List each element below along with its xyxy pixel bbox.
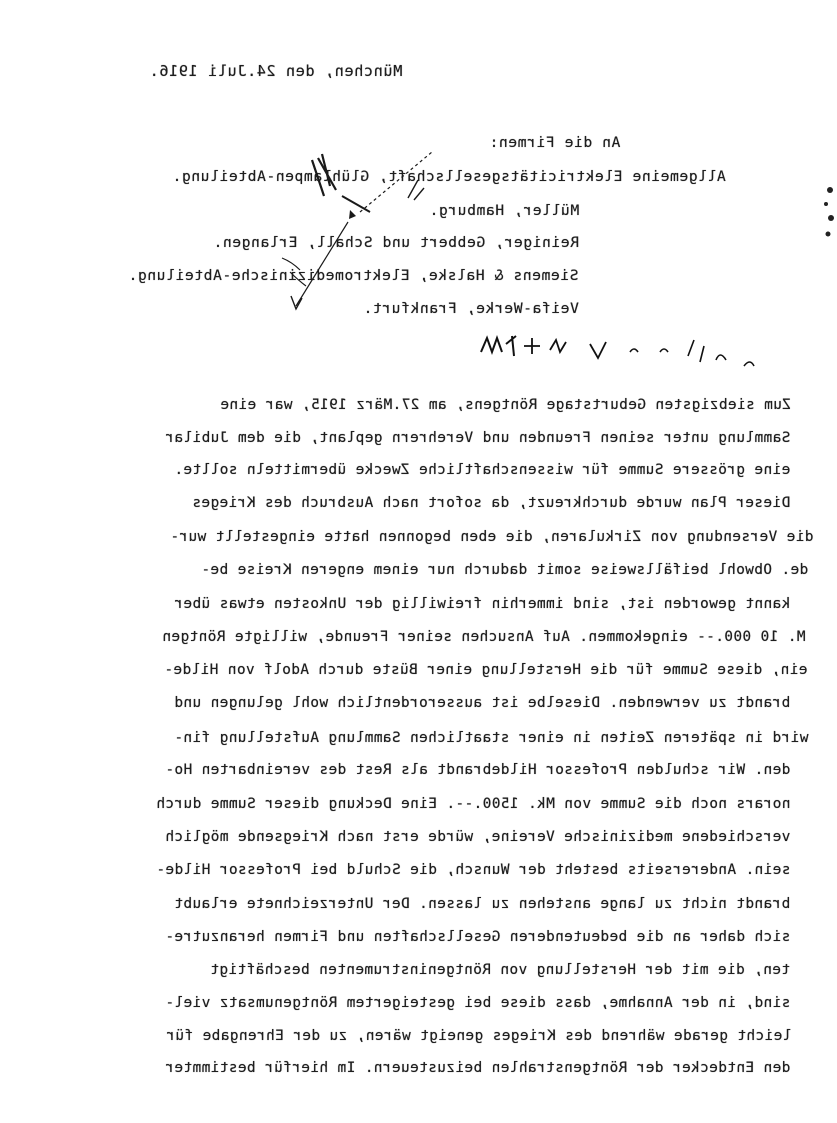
body-line: M. 10 000.-- eingekommen. Auf Ansuchen seiner Freunde, willigte Röntgen: [162, 629, 806, 645]
body-line: wird in späteren Zeiten in einer staatlichen Sammlung Aufstellung fin-: [173, 730, 808, 746]
body-line: kannt geworden ist, sind immerhin freiwillig der Unkosten etwas über: [173, 596, 790, 612]
edge-stain: [824, 187, 834, 237]
recipient-4: Siemens & Halske, Elektromedizinische-Abteilung.: [128, 267, 579, 284]
body-line: eine grössere Summe für wissenschaftliche Zwecke übermitteln sollte.: [173, 462, 790, 478]
recipient-1: Allgemeine Elektricitätsgesellschaft, Glühlampen-Abteilung.: [172, 168, 726, 185]
body-line: ten, die mit der Herstellung von Röntgeninstrumenten beschäftigt: [209, 962, 790, 978]
recipient-2: Müller, Hamburg.: [428, 202, 579, 219]
body-line: norars noch die Summe von Mk. 1500.--. Eine Deckung dieser Summe durch: [155, 796, 790, 812]
body-line: brandt zu verwenden. Dieselbe ist ausserordentlich wohl gelungen und: [173, 695, 790, 711]
body-line: sind, in der Annahme, dass diese bei gesteigertem Röntgenumsatz viel-: [164, 995, 790, 1011]
body-line: den Entdecker der Röntgenstrahlen beizusteuern. Im hierfür bestimmter: [164, 1060, 790, 1076]
recipient-3: Reiniger, Gebbert und Schall, Erlangen.: [212, 234, 579, 251]
handwritten-note: [481, 336, 754, 366]
body-line: verschiedene medizinische Vereine, würde erst nach Kriegsende möglich: [164, 829, 790, 845]
body-line: Dieser Plan wurde durchkreuzt, da sofort nach Ausbruch des Krieges: [191, 495, 790, 511]
body-line: Zum siebzigsten Geburtstage Röntgens, am 27.März 1915, war eine: [219, 397, 791, 413]
body-line: die Versendung von Zirkularen, die eben begonnen hatte eingestellt wur-: [170, 529, 814, 545]
body-line: brandt nicht zu lange anstehen zu lassen. Der Unterzeichnete erlaubt: [173, 896, 790, 912]
body-line: sich daher an die bedeutenderen Gesellschaften und Firmen heranzutre-: [164, 929, 790, 945]
body-line: leicht gerade während des Krieges geneigt wären, zu der Ehrengabe für: [165, 1028, 791, 1044]
body-line: ein, diese Summe für die Herstellung einer Büste durch Adolf von Hilde-: [164, 662, 808, 678]
recipient-5: Veifa-Werke, Frankfurt.: [363, 300, 579, 317]
body-line: sein. Andererseits besteht der Wunsch, die Schuld bei Professor Hilde-: [155, 862, 790, 878]
recipients-heading: An die Firmen:: [488, 134, 620, 151]
body-line: den. Wir schulden Professor Hildebrandt als Rest des vereinbarten Ho-: [164, 762, 790, 778]
body-line: Sammlung unter seinen Freunden und Verehrern geplant, die dem Jubilar: [164, 430, 790, 446]
body-line: de. Obwohl beifällsweise somit dadurch nur einem engeren Kreise be-: [200, 562, 808, 578]
date-line: München, den 24.Juli 1916.: [148, 62, 402, 80]
